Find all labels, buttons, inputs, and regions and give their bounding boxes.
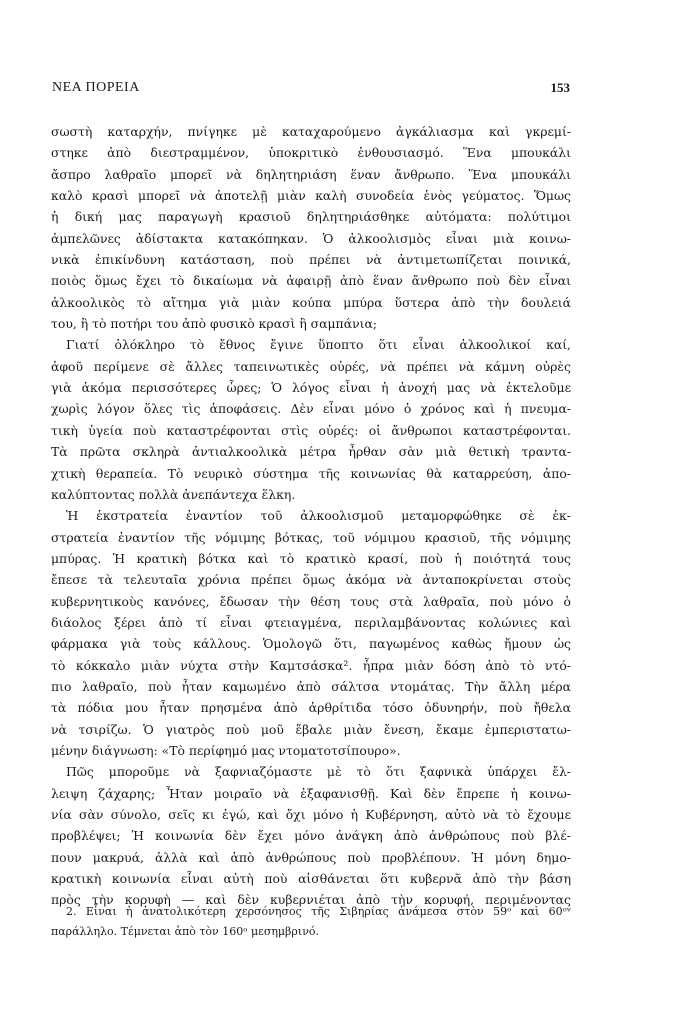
text-line: χτικὴ θεραπεία. Τὸ νευρικὸ σύστημα τῆς κοινωνίας θὰ καταρρεύση, ἀπο-: [51, 465, 571, 481]
text-line: χωρὶς λόγον ὅλες τὶς ἀποφάσεις. Δὲν εἶναι μόνο ὁ χρόνος καὶ ἡ πνευμα-: [51, 401, 571, 417]
text-line: νία σὰν σύνολο, σεῖς κι ἐγώ, καὶ ὄχι μόνο ἡ Κυβέρνηση, αὐτὸ νὰ τὸ ἔχουμε: [51, 807, 571, 822]
paragraph-start: Πῶς μποροῦμε νὰ ξαφνιαζόμαστε μὲ τὸ ὅτι ξαφνικὰ ὑπάρχει ἔλ-: [66, 764, 571, 780]
body-text: [51, 121, 571, 911]
page-number: 153: [550, 80, 570, 95]
footnote-line: παράλληλο. Τέμνεται ἀπὸ τὸν 160ᵒ μεσημβρινό.: [51, 925, 320, 938]
text-line: προβλέψει; Ἡ κοινωνία δὲν ἔχει μόνο ἀνάγκη ἀπὸ ἀνθρώπους ποὺ βλέ-: [51, 828, 571, 844]
text-line: ἄσπρο λαθραῖο μπορεῖ νὰ δηλητηριάση ἕναν ἄνθρωπο. Ἕνα μπουκάλι: [51, 166, 571, 182]
text-line: στηκε ἀπὸ διεστραμμένον, ὑποκριτικὸ ἐνθουσιασμό. Ἕνα μπουκάλι: [51, 145, 571, 161]
running-title: ΝΕΑ ΠΟΡΕΙΑ: [52, 80, 140, 95]
paragraph-start: Γιατί ὁλόκληρο τὸ ἔθνος ἔγινε ὕποπτο ὅτι εἶναι ἀλκοολικοί καί,: [66, 337, 571, 353]
text-line: γιὰ ἀκόμα περισσότερες ὧρες; Ὁ λόγος εἶναι ἡ ἀνοχή μας νὰ ἐκτελοῦμε: [51, 380, 571, 396]
text-line: πουν μακρυά, ἀλλὰ καὶ ἀπὸ ἀνθρώπους ποὺ προβλέπουν. Ἡ μόνη δημο-: [51, 849, 571, 865]
text-line: κυβερνητικοὺς κανόνες, ἔδωσαν τὴν θέση τους στὰ λαθραῖα, ποὺ μόνο ὁ: [51, 593, 571, 609]
text-line: ποιὸς ὅμως ἔχει τὸ δικαίωμα νὰ ἀφαιρῇ ἀπὸ ἕναν ἄνθρωπο ποὺ δὲν εἶναι: [51, 273, 571, 289]
text-line: μπύρας. Ἡ κρατικὴ βότκα καὶ τὸ κρατικὸ κρασί, ποὺ ἡ ποιότητά τους: [51, 550, 571, 566]
text-line: τὰ πόδια μου ἦταν πρησμένα ἀπὸ ἀρθρίτιδα τόσο ὀδυνηρήν, ποὺ ἤθελα: [51, 700, 571, 716]
text-line: ἀμπελῶνες ἀδίστακτα κατακόπηκαν. Ὁ ἀλκοολισμὸς εἶναι μιὰ κοινω-: [51, 230, 571, 246]
footnote-line: 2. Εἶναι ἡ ἀνατολικότερη χερσόνησος τῆς Σιβηρίας ἀνάμεσα στὸν 59ᵒ καὶ 60ᵒᵛ: [66, 905, 571, 918]
text-line: τὸ κόκκαλο μιὰν νύχτα στὴν Καμτσάσκα². ἦπρα μιὰν δόση ἀπὸ τὸ ντό-: [51, 657, 571, 673]
text-line: Τὰ πρῶτα σκληρὰ ἀντιαλκοολικὰ μέτρα ἦρθαν σὰν μιὰ θετικὴ τραντα-: [51, 444, 571, 460]
paragraph-start: Ἡ ἐκστρατεία ἐναντίον τοῦ ἀλκοολισμοῦ μεταμορφώθηκε σὲ ἐκ-: [66, 508, 571, 524]
text-line: μένην διάγνωση: «Τὸ περίφημό μας ντοματοτσίπουρο».: [51, 742, 401, 758]
text-line: πρὸς τὴν κορυφὴ — καὶ δὲν κυβερνιέται ἀπὸ τὴν κορυφή, περιμένοντας: [51, 892, 571, 908]
text-line: του, ἢ τὸ ποτήρι του ἀπὸ φυσικὸ κρασὶ ἢ σαμπάνια;: [51, 316, 377, 332]
page-header: [52, 80, 570, 100]
text-line: ἀφοῦ περίμενε σὲ ἄλλες ταπεινωτικὲς οὐρές, νὰ πρέπει νὰ κάμνη οὐρὲς: [51, 358, 571, 374]
text-line: νικὰ ἐπικίνδυνη κατάσταση, ποὺ πρέπει νὰ ἀντιμετωπίζεται ποινικά,: [51, 252, 571, 268]
text-line: σωστὴ καταρχήν, πνίγηκε μὲ καταχαρούμενο ἀγκάλιασμα καὶ γκρεμί-: [51, 124, 571, 139]
text-line: διάολος ξέρει ἀπὸ τί εἶναι φτειαγμένα, περιλαμβάνοντας κολώνιες καὶ: [51, 614, 571, 630]
text-line: στρατεία ἐναντίον τῆς νόμιμης βότκας, τοῦ νόμιμου κρασιοῦ, τῆς νόμιμης: [51, 529, 571, 545]
text-line: λειψη ζάχαρης; Ἦταν μοιραῖο νὰ ἐξαφανισθῇ. Καὶ δὲν ἔπρεπε ἡ κοινω-: [51, 785, 571, 801]
text-line: κρατικὴ κοινωνία εἶναι αὐτὴ ποὺ αἰσθάνεται ὅτι κυβερνᾶ ἀπὸ τὴν βάση: [51, 871, 571, 887]
text-line: καλὸ κρασὶ μπορεῖ νὰ ἀποτελῇ μιὰν καλὴ συνοδεία ἑνὸς γεύματος. Ὅμως: [51, 188, 571, 204]
text-line: πιο λαθραῖο, ποὺ ἦταν καμωμένο ἀπὸ σάλτσα ντομάτας. Τὴν ἄλλη μέρα: [51, 678, 571, 694]
text-line: φάρμακα γιὰ τοὺς κάλλους. Ὁμολογῶ ὅτι, παγωμένος καθὼς ἤμουν ὡς: [51, 636, 571, 652]
text-line: ἡ δική μας παραγωγὴ κρασιοῦ δηλητηριάσθηκε αὐτόματα: πολύτιμοι: [51, 209, 571, 225]
text-line: νὰ τσιρίζω. Ὁ γιατρὸς ποὺ μοῦ ἔβαλε μιὰν ἔνεση, ἔκαμε ἐμπεριστατω-: [51, 721, 571, 737]
text-line: τικὴ ὑγεία ποὺ καταστρέφονται στὶς οὐρές: οἱ ἄνθρωποι καταστρέφονται.: [51, 422, 571, 438]
footnotes: [51, 902, 571, 942]
text-line: ἔπεσε τὰ τελευταῖα χρόνια πρέπει ὅμως ἀκόμα νὰ ἀνταποκρίνεται στοὺς: [51, 572, 571, 588]
text-line: ἀλκοολικὸς τὸ αἴτημα γιὰ μιὰν κούπα μπύρα ὕστερα ἀπὸ τὴν δουλειά: [51, 294, 571, 310]
text-line: καλύπτοντας πολλὰ ἀνεπάντεχα ἕλκη.: [51, 486, 296, 502]
